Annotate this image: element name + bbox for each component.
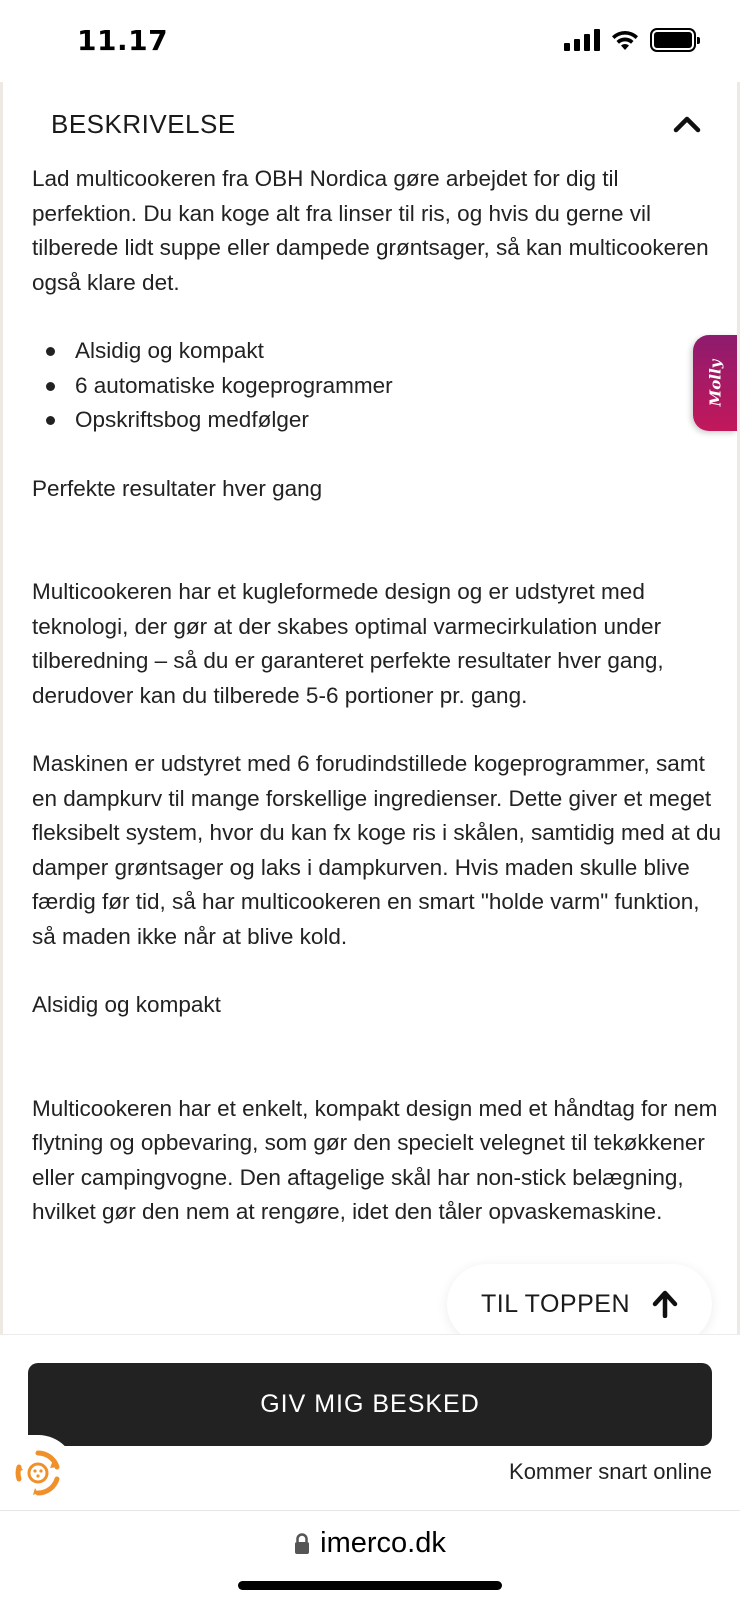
description-paragraph: Multicookeren har et kugleformede design og er udstyret med teknologi, der gør at der skabes optimal varmecirkulation under tilberedning – så du er garanteret perfekte resultater hver gang, derudover kan du tilberede 5-6 portioner pr. gang. [32, 579, 664, 708]
url-display[interactable] [0, 1527, 740, 1560]
url-text: imerco.dk [320, 1527, 446, 1559]
chevron-up-icon[interactable] [673, 114, 701, 134]
list-item: Alsidig og kompakt [32, 334, 722, 369]
availability-status: Kommer snart online [509, 1459, 712, 1484]
home-indicator[interactable] [238, 1581, 502, 1590]
battery-icon [650, 28, 696, 52]
cellular-signal-icon [564, 29, 600, 51]
status-icons [564, 28, 696, 52]
description-paragraph: Maskinen er udstyret med 6 forudindstillede kogeprogrammer, samt en dampkurv til mange forskellige ingredienser. Dette giver et meget fleksibelt system, hvor du kan fx koge ris i skålen, samtidig med at du damper grøntsager og laks i dampkurven. Hvis maden skulle blive færdig før tid, så har multicookeren en smart "holde varm" funktion, så maden ikke når at blive kold. [32, 751, 722, 949]
feature-list [32, 334, 725, 438]
molly-label: Molly [706, 359, 725, 407]
back-to-top-label: TIL TOPPEN [480, 1289, 631, 1318]
loyalty-widget-button[interactable] [0, 1435, 76, 1511]
list-item: 6 automatiske kogeprogrammer [32, 369, 722, 404]
accordion-title: BESKRIVELSE [51, 108, 236, 139]
section-heading: Alsidig og kompakt [32, 992, 221, 1017]
status-time: 11.17 [77, 24, 169, 57]
lock-icon [294, 1533, 310, 1555]
description-paragraph: Multicookeren har et enkelt, kompakt design med et håndtag for nem flytning og opbevaring, som gør den specielt velegnet til tekøkkener eller campingvogne. Den aftagelige skål har non-stick belægning, hvilket gør den nem at rengøre, idet den tåler opvaskemaskine. [32, 1095, 718, 1224]
bottom-action-bar [0, 1334, 740, 1510]
status-bar [0, 0, 740, 82]
molly-assistant-tab[interactable] [693, 335, 737, 431]
back-to-top-button[interactable] [447, 1264, 712, 1344]
browser-address-bar[interactable] [0, 1510, 740, 1600]
product-description-panel [0, 82, 740, 1334]
description-intro: Lad multicookeren fra OBH Nordica gøre arbejdet for dig til perfektion. Du kan koge alt fra linser til ris, og hvis du gerne vil tilberede lidt suppe eller dampede grøntsager, så kan multicookeren også klare det. [32, 166, 709, 295]
arrow-up-icon [652, 1290, 678, 1318]
refresh-circle-icon [13, 1448, 63, 1498]
description-accordion-header[interactable] [51, 104, 701, 144]
section-heading: Perfekte resultater hver gang [32, 475, 323, 501]
description-body [32, 162, 725, 1230]
list-item: Opskriftsbog medfølger [32, 403, 722, 438]
notify-me-button[interactable]: GIV MIG BESKED [28, 1363, 712, 1446]
wifi-icon [610, 29, 640, 51]
